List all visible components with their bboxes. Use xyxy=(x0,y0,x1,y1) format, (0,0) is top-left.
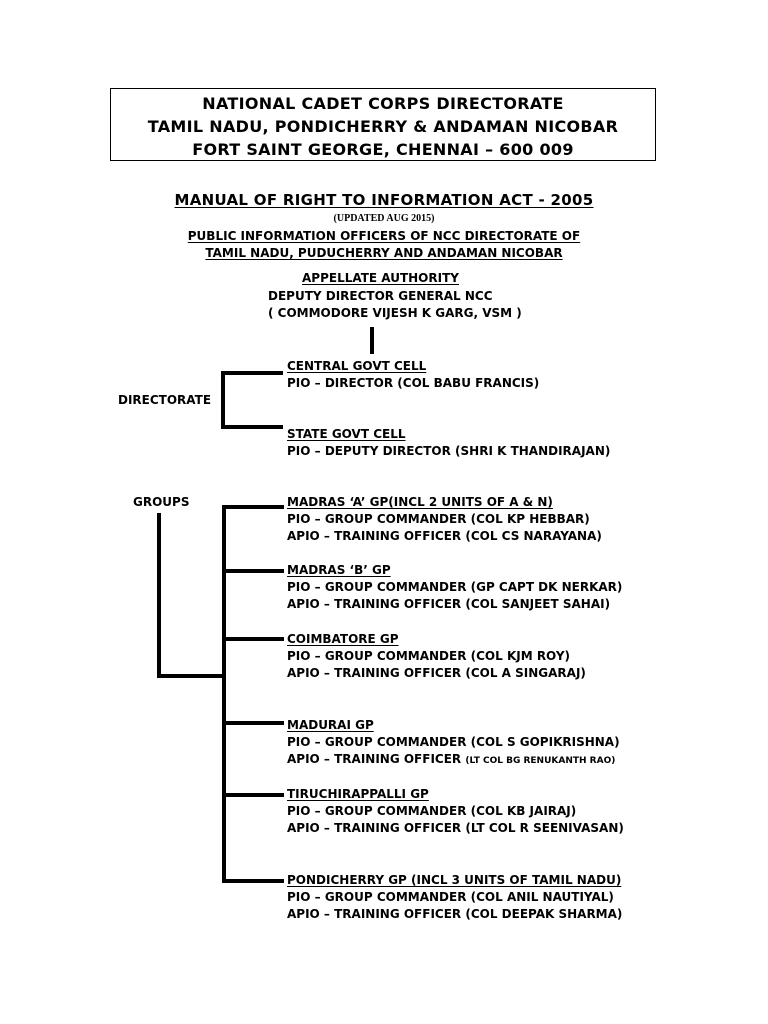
groups-join xyxy=(157,674,225,678)
group-title: MADRAS ‘A’ GP(INCL 2 UNITS OF A & N) xyxy=(287,495,553,509)
branch-pondicherry xyxy=(222,879,284,883)
appellate-connector xyxy=(370,327,374,354)
group-pio: PIO – GROUP COMMANDER (COL KP HEBBAR) xyxy=(287,512,590,526)
directorate-label: DIRECTORATE xyxy=(118,393,212,407)
state-govt-cell-pio: PIO – DEPUTY DIRECTOR (SHRI K THANDIRAJAN) xyxy=(287,444,611,458)
group-apio: APIO – TRAINING OFFICER (COL SANJEET SAHAI) xyxy=(287,597,611,611)
appellate-role: DEPUTY DIRECTOR GENERAL NCC xyxy=(268,289,493,303)
group-title: TIRUCHIRAPPALLI GP xyxy=(287,787,429,801)
group-apio: APIO – TRAINING OFFICER (COL A SINGARAJ) xyxy=(287,666,586,680)
branch-madras-b xyxy=(222,569,284,573)
group-apio: APIO – TRAINING OFFICER (LT COL R SEENIVASAN) xyxy=(287,821,624,835)
header-line-2: TAMIL NADU, PONDICHERRY & ANDAMAN NICOBAR xyxy=(147,117,619,136)
branch-coimbatore xyxy=(222,637,284,641)
central-govt-cell-title: CENTRAL GOVT CELL xyxy=(287,359,427,373)
groups-stem xyxy=(157,513,161,677)
updated-note: (UPDATED AUG 2015) xyxy=(333,213,435,224)
group-pio: PIO – GROUP COMMANDER (COL S GOPIKRISHNA) xyxy=(287,735,620,749)
group-apio-officer: (LT COL BG RENUKANTH RAO) xyxy=(465,756,616,766)
directorate-bracket-vertical xyxy=(221,371,225,428)
group-apio-prefix: APIO – TRAINING OFFICER xyxy=(287,752,466,766)
subtitle-line-2: TAMIL NADU, PUDUCHERRY AND ANDAMAN NICOBAR xyxy=(205,246,563,260)
group-apio: APIO – TRAINING OFFICER (COL CS NARAYANA) xyxy=(287,529,602,543)
central-govt-cell-pio: PIO – DIRECTOR (COL BABU FRANCIS) xyxy=(287,376,540,390)
branch-madurai xyxy=(222,721,284,725)
branch-madras-a xyxy=(222,505,284,509)
group-pio: PIO – GROUP COMMANDER (COL KB JAIRAJ) xyxy=(287,804,577,818)
directorate-bracket-top xyxy=(221,371,283,375)
appellate-heading: APPELLATE AUTHORITY xyxy=(302,271,459,285)
group-title: MADRAS ‘B’ GP xyxy=(287,563,391,577)
groups-trunk xyxy=(222,505,226,883)
branch-tiruchirappalli xyxy=(222,793,284,797)
group-pio: PIO – GROUP COMMANDER (COL KJM ROY) xyxy=(287,649,571,663)
header-line-3: FORT SAINT GEORGE, CHENNAI – 600 009 xyxy=(192,140,574,159)
header-line-1: NATIONAL CADET CORPS DIRECTORATE xyxy=(202,94,564,113)
group-apio: APIO – TRAINING OFFICER (COL DEEPAK SHARMA) xyxy=(287,907,623,921)
appellate-name: ( COMMODORE VIJESH K GARG, VSM ) xyxy=(268,306,522,320)
group-title: PONDICHERRY GP (INCL 3 UNITS OF TAMIL NADU) xyxy=(287,873,622,887)
groups-label: GROUPS xyxy=(133,495,190,509)
group-title: COIMBATORE GP xyxy=(287,632,399,646)
group-pio: PIO – GROUP COMMANDER (GP CAPT DK NERKAR) xyxy=(287,580,623,594)
manual-title: MANUAL OF RIGHT TO INFORMATION ACT - 2005 xyxy=(174,191,594,209)
group-pio: PIO – GROUP COMMANDER (COL ANIL NAUTIYAL) xyxy=(287,890,614,904)
state-govt-cell-title: STATE GOVT CELL xyxy=(287,427,406,441)
group-title: MADURAI GP xyxy=(287,718,374,732)
header-box xyxy=(110,88,656,161)
directorate-bracket-bottom xyxy=(221,425,283,429)
subtitle-line-1: PUBLIC INFORMATION OFFICERS OF NCC DIRECTORATE OF xyxy=(187,229,581,243)
group-apio xyxy=(287,752,615,766)
